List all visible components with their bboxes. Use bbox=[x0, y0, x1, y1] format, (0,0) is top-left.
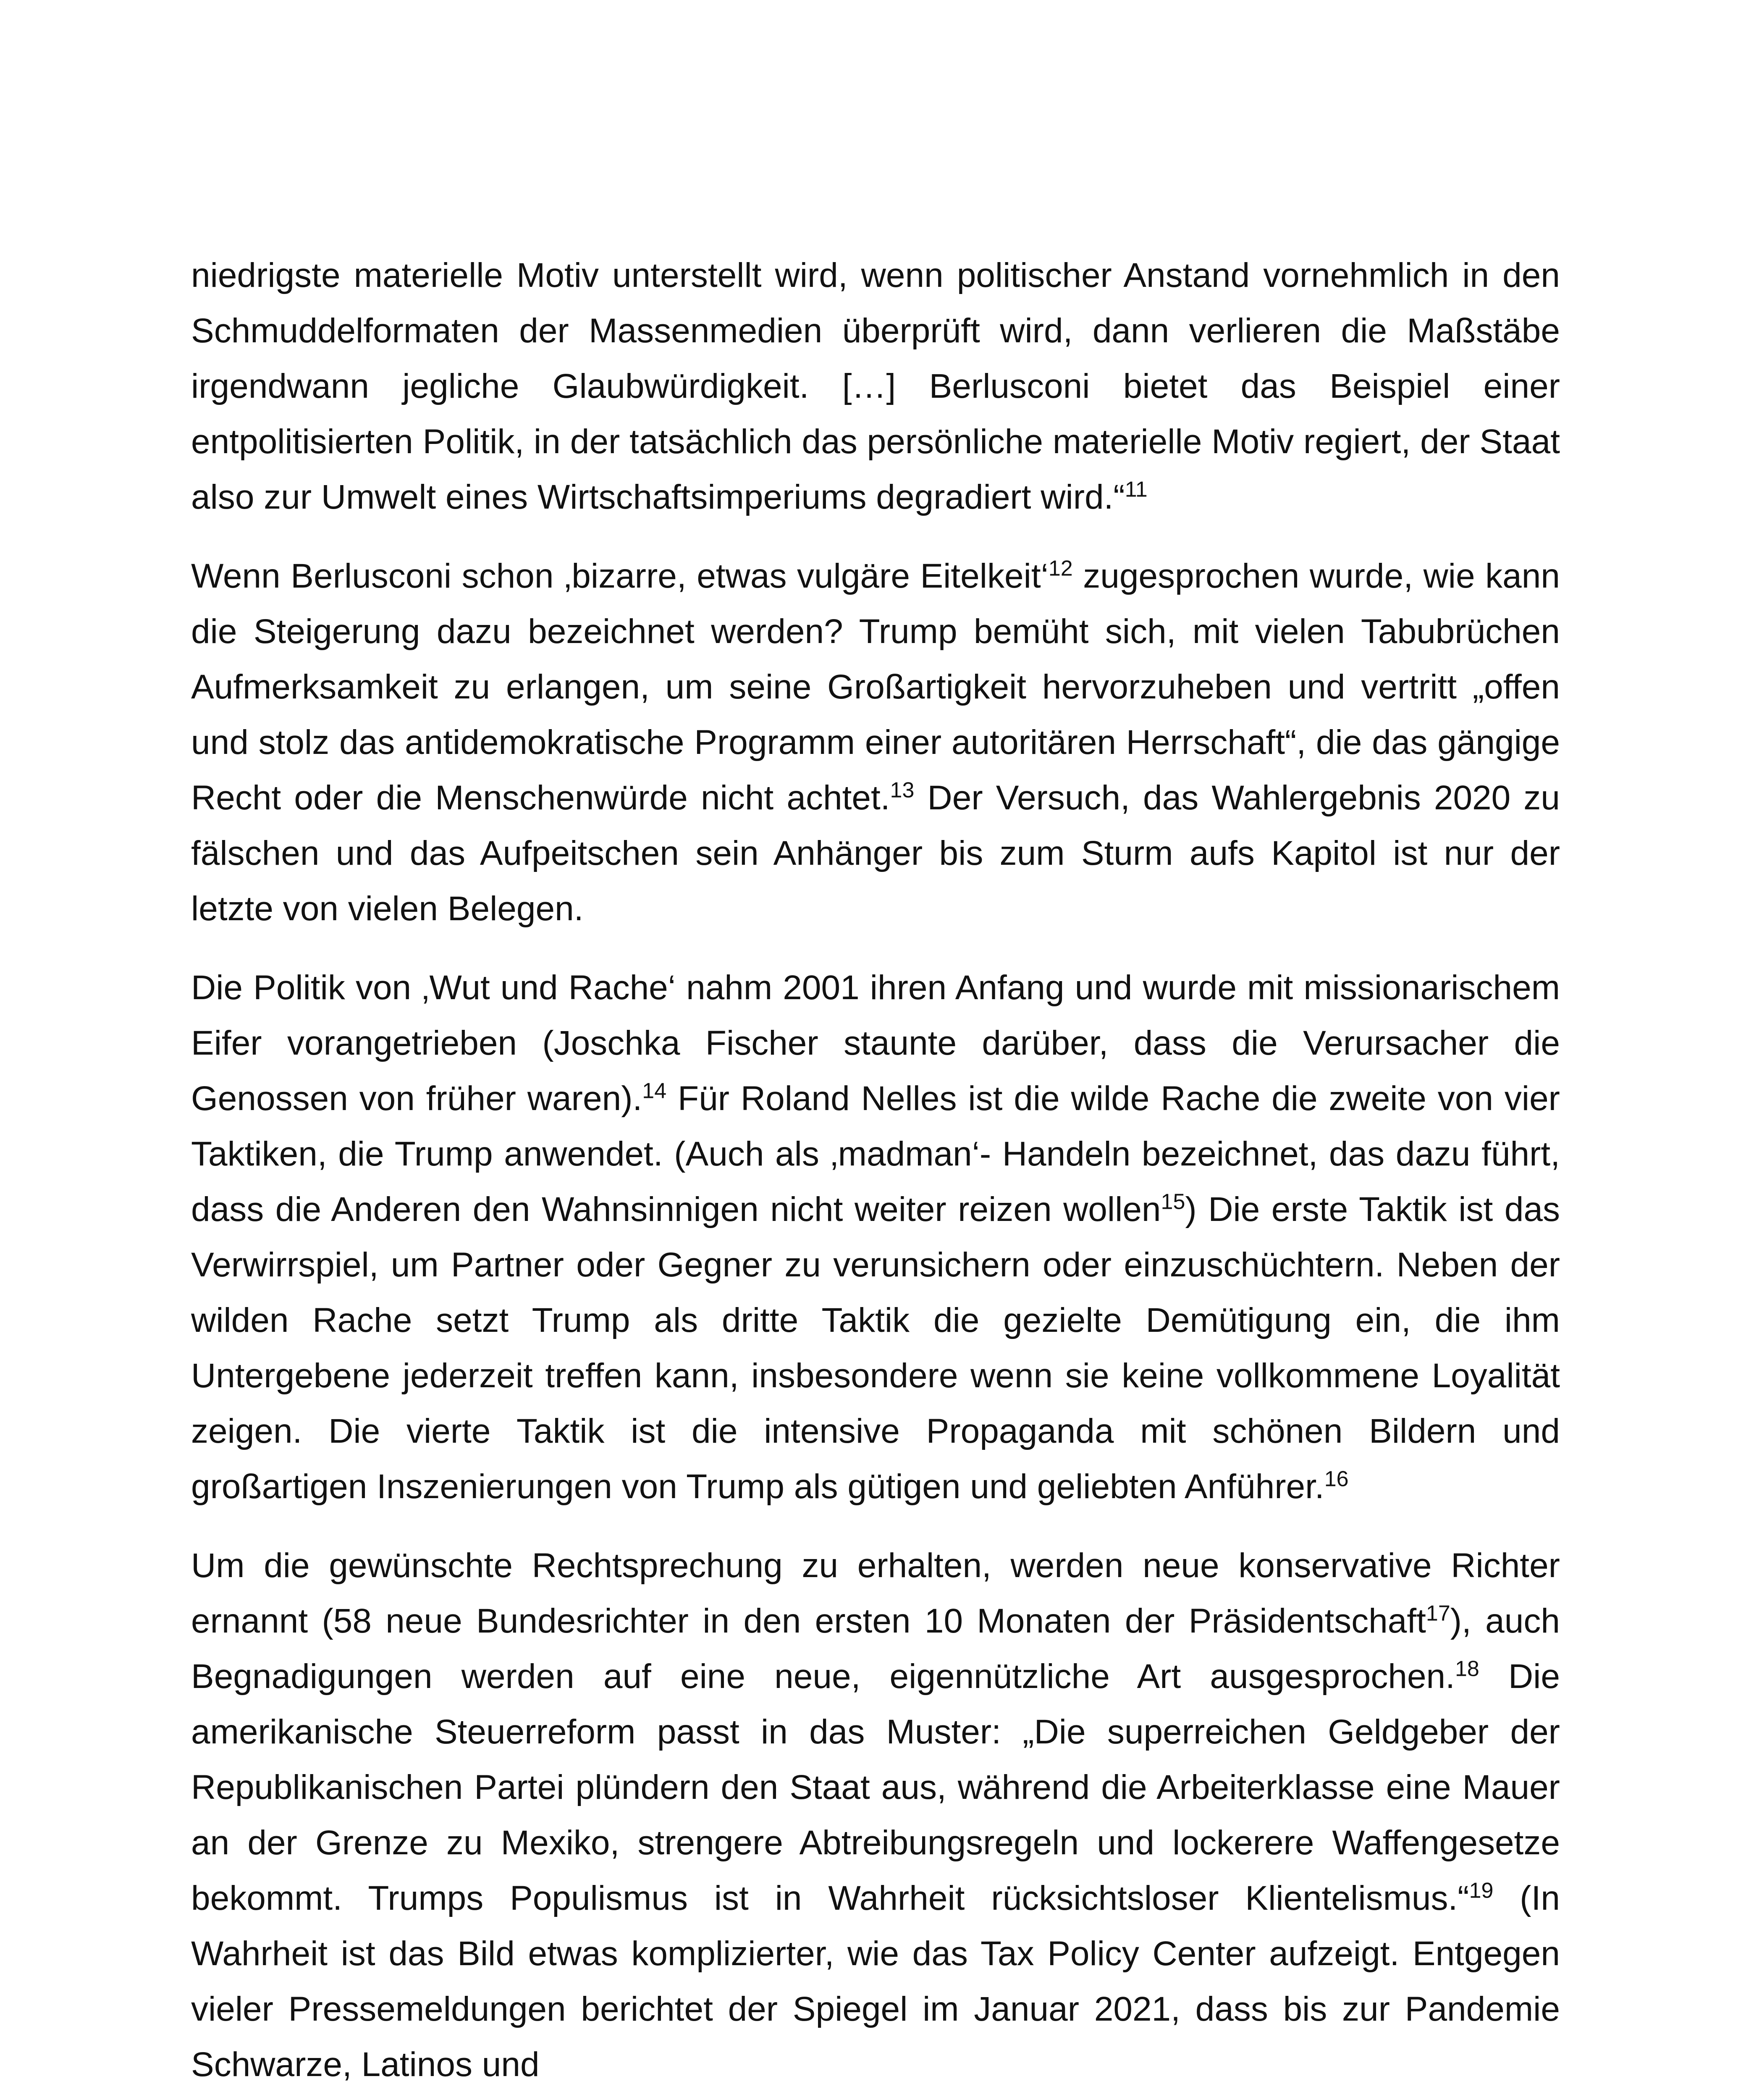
paragraph-1 bbox=[191, 248, 1560, 525]
body-text bbox=[191, 248, 1560, 2092]
text-run: Die Politik von ‚Wut und Rache‘ nahm 2001 ihren Anfang und wurde mit missionarischem Eifer vorangetrieben (Joschka Fischer staunte darüber, dass die Verursacher die Genossen von früher waren). bbox=[191, 969, 1560, 1118]
text-run: Die amerikanische Steuerreform passt in das Muster: „Die superreichen Geldgeber der Republikanischen Partei plündern den Staat aus, während die Arbeiterklasse eine Mauer an der Grenze zu Mexiko, strengere Abtreibungsregeln und lockerere Waffengesetze bekommt. Trumps Populismus ist in Wahrheit rücksichtsloser Klientelismus.“ bbox=[191, 1657, 1560, 1917]
text-run: (In Wahrheit ist das Bild etwas komplizierter, wie das Tax Policy Center aufzeigt. Entgegen vieler Pressemeldungen berichtet der Spiegel im Januar 2021, dass bis zur Pandemie Schwarze, Latinos und bbox=[191, 1879, 1560, 2084]
text-run: ), auch Begnadigungen werden auf eine neue, eigennützliche Art ausgesprochen. bbox=[191, 1602, 1560, 1696]
footnote-ref-12: 12 bbox=[1048, 556, 1073, 581]
footnote-ref-14: 14 bbox=[642, 1079, 667, 1103]
footnote-ref-17: 17 bbox=[1426, 1601, 1450, 1626]
paragraph-2 bbox=[191, 549, 1560, 937]
paragraph-4 bbox=[191, 1538, 1560, 2092]
text-run: Wenn Berlusconi schon ‚bizarre, etwas vulgäre Eitelkeit‘ bbox=[191, 557, 1049, 595]
text-run: zugesprochen wurde, wie kann die Steigerung dazu bezeichnet werden? Trump bemüht sich, mit vielen Tabubrüchen Aufmerksamkeit zu erlangen, um seine Großartigkeit hervorzuheben und vertritt „offen und stolz das antidemokratische Programm einer autoritären Herrschaft“, die das gängige Recht oder die Menschenwürde nicht achtet. bbox=[191, 557, 1560, 817]
text-run: Der Versuch, das Wahlergebnis 2020 zu fälschen und das Aufpeitschen sein Anhänger bis zum Sturm aufs Kapitol ist nur der letzte von vielen Belegen. bbox=[191, 779, 1560, 928]
footnote-ref-18: 18 bbox=[1455, 1656, 1479, 1681]
footnote-ref-11: 11 bbox=[1125, 477, 1148, 502]
footnote-ref-19: 19 bbox=[1469, 1878, 1494, 1903]
text-run: ) Die erste Taktik ist das Verwirrspiel, um Partner oder Gegner zu verunsichern oder einzuschüchtern. Neben der wilden Rache setzt Trump als dritte Taktik die gezielte Demütigung ein, die ihm Untergebene jederzeit treffen kann, insbesondere wenn sie keine vollkommene Loyalität zeigen. Die vierte Taktik ist die intensive Propaganda mit schönen Bildern und großartigen Inszenierungen von Trump als gütigen und geliebten Anführer. bbox=[191, 1190, 1560, 1506]
paragraph-3 bbox=[191, 960, 1560, 1515]
text-run: niedrigste materielle Motiv unterstellt wird, wenn politischer Anstand vornehmlich in den Schmuddelformaten der Massenmedien überprüft wird, dann verlieren die Maßstäbe irgendwann jegliche Glaubwürdigkeit. […] Berlusconi bietet das Beispiel einer entpolitisierten Politik, in der tatsächlich das persönliche materielle Motiv regiert, der Staat also zur Umwelt eines Wirtschaftsimperiums degradiert wird.“ bbox=[191, 256, 1560, 516]
text-run: Für Roland Nelles ist die wilde Rache die zweite von vier Taktiken, die Trump anwendet. (Auch als ‚madman‘- Handeln bezeichnet, das dazu führt, dass die Anderen den Wahnsinnigen nicht weiter reizen wollen bbox=[191, 1079, 1560, 1228]
footnote-ref-15: 15 bbox=[1161, 1189, 1185, 1214]
footnote-ref-13: 13 bbox=[890, 778, 915, 803]
footnote-ref-16: 16 bbox=[1324, 1467, 1349, 1491]
text-run: Um die gewünschte Rechtsprechung zu erhalten, werden neue konservative Richter ernannt (58 neue Bundesrichter in den ersten 10 Monaten der Präsidentschaft bbox=[191, 1546, 1560, 1640]
